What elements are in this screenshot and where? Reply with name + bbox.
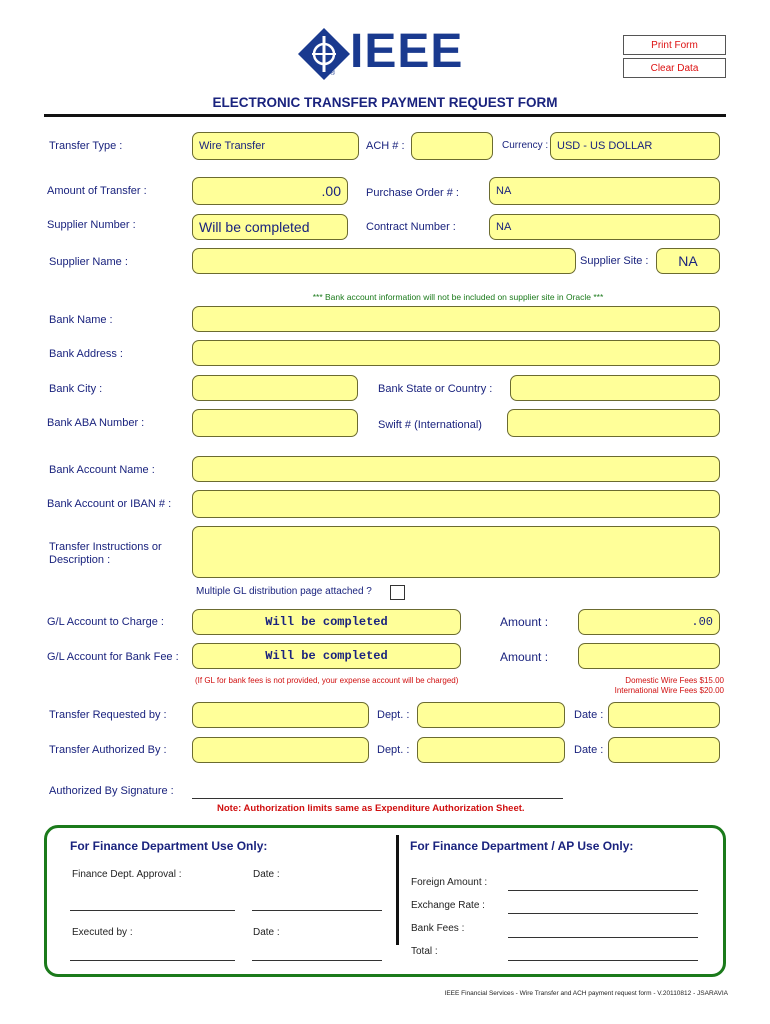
finance-approval-label: Finance Dept. Approval :	[72, 869, 182, 880]
gl-bank-fee-amount-label: Amount :	[500, 650, 549, 664]
bank-aba-field[interactable]	[192, 409, 358, 437]
bank-state-field[interactable]	[510, 375, 720, 401]
finance-date-line-1[interactable]	[252, 910, 382, 911]
finance-date-line-2[interactable]	[252, 960, 382, 961]
bank-name-label: Bank Name :	[49, 314, 113, 326]
signature-line[interactable]	[192, 798, 563, 799]
finance-divider	[396, 835, 399, 945]
supplier-number-label: Supplier Number :	[47, 219, 136, 231]
multiple-gl-checkbox[interactable]	[390, 585, 405, 600]
title-rule	[44, 114, 726, 117]
gl-bank-fee-amount-field[interactable]	[578, 643, 720, 669]
authorized-date-field[interactable]	[608, 737, 720, 763]
requested-date-field[interactable]	[608, 702, 720, 728]
ieee-logo	[296, 26, 476, 82]
exchange-rate-label: Exchange Rate :	[411, 900, 485, 911]
transfer-instructions-field[interactable]	[192, 526, 720, 578]
foreign-amount-label: Foreign Amount :	[411, 877, 488, 888]
currency-label: Currency :	[502, 140, 549, 151]
requested-by-label: Transfer Requested by :	[49, 709, 167, 721]
foreign-amount-line[interactable]	[508, 890, 698, 891]
requested-by-field[interactable]	[192, 702, 369, 728]
supplier-name-field[interactable]	[192, 248, 576, 274]
multiple-gl-label: Multiple GL distribution page attached ?	[196, 586, 372, 597]
contract-number-label: Contract Number :	[366, 221, 456, 233]
requested-date-label: Date :	[574, 709, 604, 721]
supplier-site-field[interactable]: NA	[656, 248, 720, 274]
international-fee-note: International Wire Fees $20.00	[614, 686, 724, 695]
finance-approval-line[interactable]	[70, 910, 235, 911]
bank-city-field[interactable]	[192, 375, 358, 401]
clear-data-button[interactable]: Clear Data	[623, 58, 726, 78]
bank-fees-line[interactable]	[508, 937, 698, 938]
bank-aba-label: Bank ABA Number :	[47, 417, 145, 429]
exchange-rate-line[interactable]	[508, 913, 698, 914]
finance-left-title: For Finance Department Use Only:	[70, 839, 268, 853]
footer-text: IEEE Financial Services - Wire Transfer and ACH payment request form - V.20110812 - JSARAVIA	[444, 990, 728, 997]
currency-field[interactable]: USD - US DOLLAR	[550, 132, 720, 160]
swift-field[interactable]	[507, 409, 720, 437]
executed-by-label: Executed by :	[72, 927, 133, 938]
gl-bank-fee-label: G/L Account for Bank Fee :	[47, 651, 179, 663]
transfer-type-label: Transfer Type :	[49, 140, 123, 152]
bank-fees-label: Bank Fees :	[411, 923, 465, 934]
gl-note: (If GL for bank fees is not provided, your expense account will be charged)	[195, 676, 459, 685]
ieee-diamond-icon	[296, 26, 352, 82]
transfer-instructions-label-line2: Description :	[49, 554, 111, 566]
authorization-note: Note: Authorization limits same as Expenditure Authorization Sheet.	[217, 803, 525, 814]
finance-right-title: For Finance Department / AP Use Only:	[410, 839, 634, 853]
gl-bank-fee-field[interactable]: Will be completed	[192, 643, 461, 669]
purchase-order-field[interactable]: NA	[489, 177, 720, 205]
form-title: ELECTRONIC TRANSFER PAYMENT REQUEST FORM	[212, 95, 558, 110]
bank-account-iban-field[interactable]	[192, 490, 720, 518]
gl-charge-amount-label: Amount :	[500, 615, 549, 629]
finance-date-label-1: Date :	[253, 869, 280, 880]
bank-city-label: Bank City :	[49, 383, 103, 395]
bank-account-iban-label: Bank Account or IBAN # :	[47, 498, 172, 510]
transfer-instructions-label-line1: Transfer Instructions or	[49, 541, 162, 553]
requested-dept-field[interactable]	[417, 702, 565, 728]
authorized-dept-label: Dept. :	[377, 744, 410, 756]
supplier-name-label: Supplier Name :	[49, 256, 128, 268]
gl-charge-amount-field[interactable]: .00	[578, 609, 720, 635]
total-label: Total :	[411, 946, 438, 957]
executed-by-line[interactable]	[70, 960, 235, 961]
bank-account-name-field[interactable]	[192, 456, 720, 482]
authorized-dept-field[interactable]	[417, 737, 565, 763]
bank-notice: *** Bank account information will not be included on supplier site in Oracle ***	[312, 292, 604, 302]
registered-mark: ®	[330, 70, 336, 77]
purchase-order-label: Purchase Order # :	[366, 187, 459, 199]
total-line[interactable]	[508, 960, 698, 961]
contract-number-field[interactable]: NA	[489, 214, 720, 240]
requested-dept-label: Dept. :	[377, 709, 410, 721]
supplier-site-label: Supplier Site :	[580, 255, 649, 267]
domestic-fee-note: Domestic Wire Fees $15.00	[625, 676, 724, 685]
gl-charge-field[interactable]: Will be completed	[192, 609, 461, 635]
gl-charge-label: G/L Account to Charge :	[47, 616, 164, 628]
ach-field[interactable]	[411, 132, 493, 160]
bank-state-label: Bank State or Country :	[378, 383, 493, 395]
bank-name-field[interactable]	[192, 306, 720, 332]
authorized-by-field[interactable]	[192, 737, 369, 763]
authorized-by-label: Transfer Authorized By :	[49, 744, 167, 756]
signature-label: Authorized By Signature :	[49, 785, 174, 797]
finance-date-label-2: Date :	[253, 927, 280, 938]
ieee-logo-text: IEEE	[350, 25, 464, 78]
amount-transfer-label: Amount of Transfer :	[47, 185, 147, 197]
print-form-button[interactable]: Print Form	[623, 35, 726, 55]
bank-address-field[interactable]	[192, 340, 720, 366]
bank-address-label: Bank Address :	[49, 348, 123, 360]
swift-label: Swift # (International)	[378, 419, 482, 431]
ach-label: ACH # :	[366, 140, 405, 152]
amount-transfer-field[interactable]: .00	[192, 177, 348, 205]
authorized-date-label: Date :	[574, 744, 604, 756]
bank-account-name-label: Bank Account Name :	[49, 464, 155, 476]
supplier-number-field[interactable]: Will be completed	[192, 214, 348, 240]
transfer-type-field[interactable]: Wire Transfer	[192, 132, 359, 160]
